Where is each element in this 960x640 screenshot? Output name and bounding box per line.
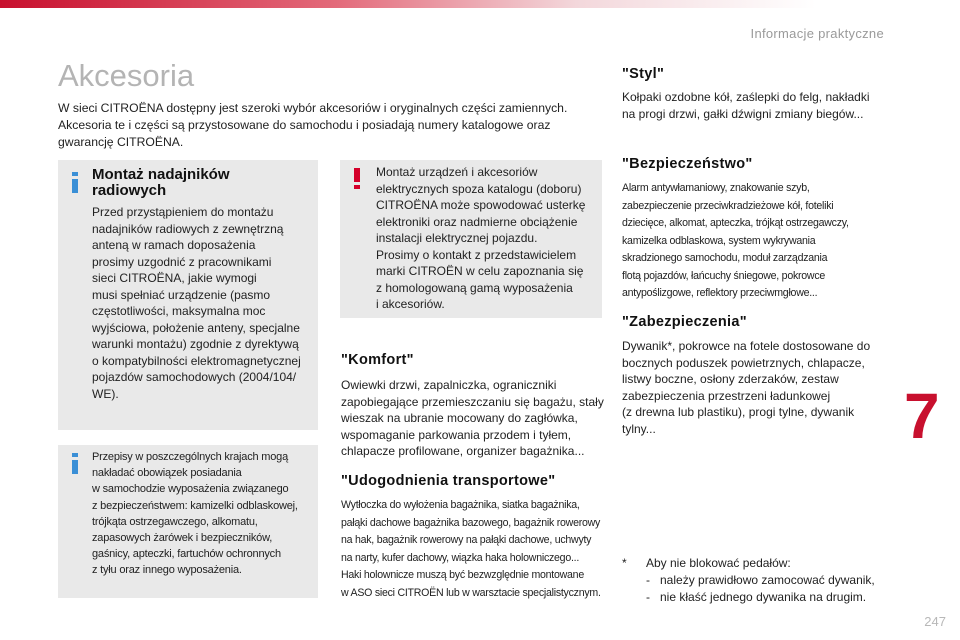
- box-text: Przepisy w poszczególnych krajach mogą nakładać obowiązek posiadania w samochodzie wyposażenia związanego z bezpieczeństwem: kamizelki odblaskowej, trójkąta ostrzegawczego, alkomatu, zapasowych żarówek i bezpieczników, gaśnicy, apteczki, fartuchów ochronnych z tyłu oraz innego wyposażenia.: [92, 451, 298, 577]
- intro-line: gwarancję CITROËNA.: [58, 135, 184, 149]
- section-heading-zabezpieczenia: "Zabezpieczenia": [622, 314, 747, 330]
- footnote-item: - nie kłaść jednego dywanika na drugim.: [646, 590, 867, 604]
- section-heading-bezpieczenstwo: "Bezpieczeństwo": [622, 156, 753, 172]
- section-heading-komfort: "Komfort": [341, 352, 414, 368]
- section-text-bezpieczenstwo: Alarm antywłamaniowy, znakowanie szyb, zabezpieczenie przeciwkradzieżowe kół, foteliki dziecięce, alkomat, apteczka, trójkąt ostrzegawczy, kamizelka odblaskowa, system wykrywania skradzionego samochodu, moduł zarządzania flotą pojazdów, łańcuchy śniegowe, pokrowce antypoślizgowe, reflektory przeciwmgłowe...: [622, 182, 849, 299]
- section-text-transport: Wytłoczka do wyłożenia bagażnika, siatka bagażnika, pałąki dachowe bagażnika bazowego, bagażnik rowerowy na hak, bagażnik rowerowy na pałąki dachowe, uchwyty na narty, kufer dachowy, wiązka haka holowniczego... Haki holownicze muszą być bezwzględnie montowane w ASO sieci CITROËN lub w warsztacie specjalistycznym.: [341, 499, 601, 599]
- info-icon: [72, 453, 78, 474]
- warning-box-electrical: [340, 160, 602, 318]
- info-box-regulations: [58, 445, 318, 598]
- section-title: Informacje praktyczne: [750, 26, 884, 41]
- section-heading-styl: "Styl": [622, 66, 665, 82]
- info-icon: [72, 172, 78, 193]
- intro-line: Akcesoria te i części są przystosowane do samochodu i posiadają numery katalogowe oraz: [58, 118, 551, 132]
- exclamation-icon: [354, 168, 360, 189]
- info-box-radio-transmitters: [58, 160, 318, 430]
- section-text-zabezpieczenia: Dywanik*, pokrowce na fotele dostosowane do bocznych poduszek powietrznych, chlapacze, listwy boczne, osłony zderzaków, zestaw zabezpieczenia przestrzeni ładunkowej (z drewna lub plastiku), progi tylne, dywanik tylny...: [622, 339, 871, 436]
- section-text-komfort: Owiewki drzwi, zapalniczka, ograniczniki zapobiegające przemieszczaniu się bagażu, stały wieszak na ubranie mocowany do zagłówka, wspomaganie parkowania przodem i tyłem, chlapacze profilowane, organizer bagażnika...: [341, 378, 604, 458]
- box-heading: Montaż nadajników radiowych: [92, 166, 230, 199]
- section-text-styl: Kołpaki ozdobne kół, zaślepki do felg, nakładki na progi drzwi, gałki dźwigni zmiany biegów...: [622, 90, 870, 121]
- section-heading-transport: "Udogodnienia transportowe": [341, 473, 556, 489]
- footnote-intro: Aby nie blokować pedałów:: [646, 556, 791, 570]
- footnote-item: - należy prawidłowo zamocować dywanik,: [646, 573, 875, 587]
- box-text: Przed przystąpieniem do montażu nadajników radiowych z zewnętrzną anteną w ramach doposażenia prosimy uzgodnić z pracownikami sieci CITROËNA, jakie wymogi musi spełniać urządzenie (pasmo częstotliwości, maksymalna moc wyjściowa, położenie anteny, specjalne warunki montażu) zgodnie z dyrektywą o kompatybilności elektromagnetycznej pojazdów samochodowych (2004/104/ WE).: [92, 205, 301, 401]
- footnote-mark: *: [622, 556, 627, 570]
- chapter-number: 7: [904, 380, 940, 452]
- header-accent-bar: [0, 0, 960, 8]
- page-number: 247: [924, 614, 946, 629]
- intro-paragraph: [58, 100, 588, 151]
- box-text: Montaż urządzeń i akcesoriów elektrycznych spoza katalogu (doboru) CITROËNA może spowodować usterkę elektroniki oraz nadmierne obciążenie instalacji elektrycznej pojazdu. Prosimy o kontakt z przedstawicielem marki CITROËN w celu zapoznania się z homologowaną gamą wyposażenia i akcesoriów.: [376, 165, 586, 311]
- intro-line: W sieci CITROËNA dostępny jest szeroki wybór akcesoriów i oryginalnych części zamiennych.: [58, 101, 568, 115]
- page-title: Akcesoria: [58, 58, 195, 93]
